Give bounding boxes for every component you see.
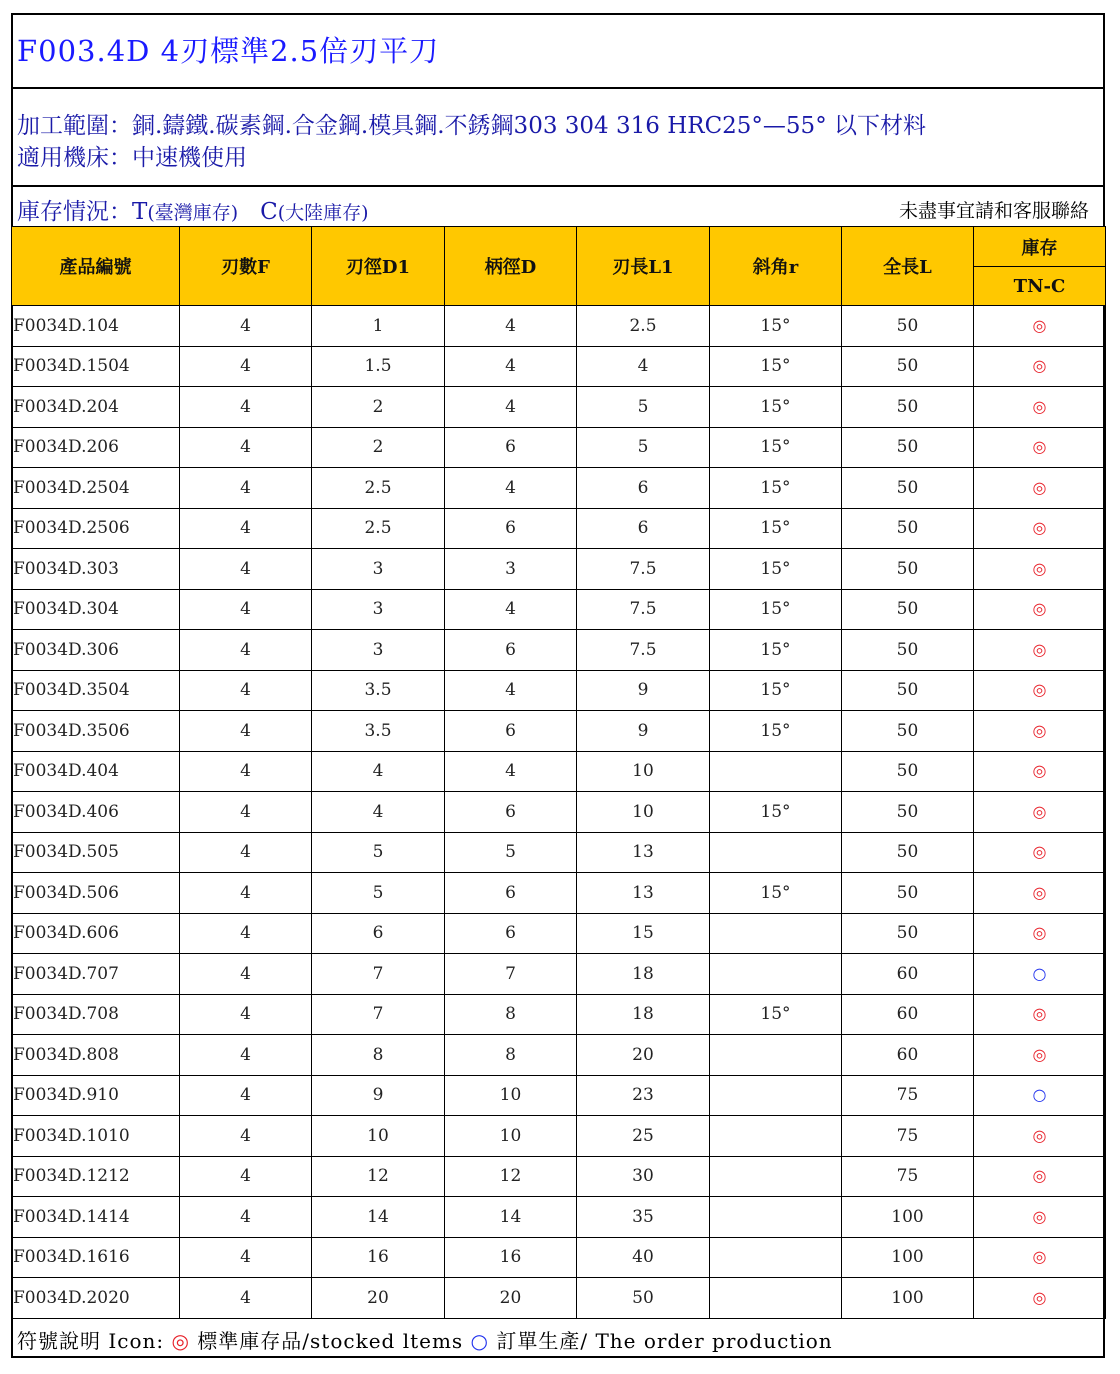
flute-length-cell: 7.5 — [577, 630, 710, 671]
shank-diameter-cell: 16 — [445, 1237, 577, 1278]
product-code-cell: F0034D.204 — [12, 387, 180, 428]
shank-diameter-cell: 10 — [445, 1116, 577, 1157]
header-cutting-diameter: 刃徑D1 — [312, 227, 445, 306]
product-code-cell: F0034D.1414 — [12, 1197, 180, 1238]
flutes-cell: 4 — [180, 427, 312, 468]
header-stock: 庫存 — [974, 227, 1106, 267]
shank-diameter-cell: 6 — [445, 711, 577, 752]
table-row — [12, 468, 1106, 509]
flutes-cell: 4 — [180, 1197, 312, 1238]
flute-length-cell: 7.5 — [577, 549, 710, 590]
shank-diameter-cell: 4 — [445, 468, 577, 509]
overall-length-cell: 50 — [842, 751, 974, 792]
flute-length-cell: 40 — [577, 1237, 710, 1278]
angle-cell: 15° — [710, 994, 842, 1035]
angle-cell — [710, 1278, 842, 1319]
stocked-symbol-icon: ◎ — [1032, 1166, 1047, 1186]
product-code-cell: F0034D.3504 — [12, 670, 180, 711]
stock-label: 庫存情況： — [17, 199, 132, 225]
overall-length-cell: 60 — [842, 954, 974, 995]
flutes-cell: 4 — [180, 630, 312, 671]
stock-status-cell — [974, 1116, 1106, 1157]
angle-cell: 15° — [710, 873, 842, 914]
flutes-cell: 4 — [180, 670, 312, 711]
overall-length-cell: 50 — [842, 468, 974, 509]
shank-diameter-cell: 12 — [445, 1156, 577, 1197]
stocked-symbol-icon: ◎ — [1032, 882, 1047, 902]
product-code-cell: F0034D.406 — [12, 792, 180, 833]
stocked-symbol-icon: ◎ — [1032, 518, 1047, 538]
product-table — [11, 226, 1106, 1319]
product-code-cell: F0034D.808 — [12, 1035, 180, 1076]
flute-length-cell: 13 — [577, 832, 710, 873]
table-row — [12, 1075, 1106, 1116]
overall-length-cell: 50 — [842, 508, 974, 549]
product-code-cell: F0034D.707 — [12, 954, 180, 995]
application-section — [13, 89, 1103, 187]
cutting-diameter-cell: 10 — [312, 1116, 445, 1157]
stocked-symbol-icon: ◎ — [1032, 356, 1047, 376]
cutting-diameter-cell: 12 — [312, 1156, 445, 1197]
table-row — [12, 508, 1106, 549]
cutting-diameter-cell: 5 — [312, 832, 445, 873]
product-code-cell: F0034D.404 — [12, 751, 180, 792]
symbol-legend — [17, 1325, 833, 1354]
stock-status-cell — [974, 1197, 1106, 1238]
cutting-diameter-cell: 3.5 — [312, 711, 445, 752]
stock-info-section — [13, 187, 1103, 228]
cutting-diameter-cell: 3 — [312, 549, 445, 590]
angle-cell — [710, 1035, 842, 1076]
flutes-cell: 4 — [180, 1075, 312, 1116]
table-row — [12, 670, 1106, 711]
cutting-diameter-cell: 16 — [312, 1237, 445, 1278]
stock-status-cell — [974, 508, 1106, 549]
stock-status-cell — [974, 873, 1106, 914]
overall-length-cell: 50 — [842, 630, 974, 671]
shank-diameter-cell: 4 — [445, 346, 577, 387]
stocked-symbol-icon: ◎ — [1032, 437, 1047, 457]
cutting-diameter-cell: 8 — [312, 1035, 445, 1076]
cutting-diameter-cell: 2.5 — [312, 468, 445, 509]
angle-cell — [710, 832, 842, 873]
header-code: 產品編號 — [12, 227, 180, 306]
header-flutes: 刃數F — [180, 227, 312, 306]
stocked-symbol-icon: ◎ — [1032, 639, 1047, 659]
header-flute-length: 刃長L1 — [577, 227, 710, 306]
flutes-cell: 4 — [180, 346, 312, 387]
product-code-cell: F0034D.2506 — [12, 508, 180, 549]
stock-status-cell — [974, 832, 1106, 873]
cutting-diameter-cell: 9 — [312, 1075, 445, 1116]
legend-prefix: 符號說明 Icon: — [17, 1329, 172, 1353]
flutes-cell: 4 — [180, 711, 312, 752]
cutting-diameter-cell: 2.5 — [312, 508, 445, 549]
stock-status-cell — [974, 306, 1106, 347]
flute-length-cell: 15 — [577, 913, 710, 954]
angle-cell — [710, 954, 842, 995]
stock-status-cell — [974, 468, 1106, 509]
product-code-cell: F0034D.3506 — [12, 711, 180, 752]
flute-length-cell: 9 — [577, 670, 710, 711]
stocked-symbol-icon: ◎ — [1032, 599, 1047, 619]
cutting-diameter-cell: 2 — [312, 387, 445, 428]
order-symbol-icon: ○ — [1032, 1085, 1047, 1105]
flute-length-cell: 9 — [577, 711, 710, 752]
overall-length-cell: 100 — [842, 1237, 974, 1278]
flutes-cell: 4 — [180, 1035, 312, 1076]
stocked-symbol-icon: ◎ — [1032, 315, 1047, 335]
table-row — [12, 1116, 1106, 1157]
shank-diameter-cell: 6 — [445, 427, 577, 468]
flutes-cell: 4 — [180, 589, 312, 630]
stock-t-letter: T — [132, 199, 148, 225]
angle-cell: 15° — [710, 387, 842, 428]
cutting-diameter-cell: 7 — [312, 954, 445, 995]
header-overall-length: 全長L — [842, 227, 974, 306]
flute-length-cell: 25 — [577, 1116, 710, 1157]
flutes-cell: 4 — [180, 387, 312, 428]
angle-cell: 15° — [710, 427, 842, 468]
cutting-diameter-cell: 4 — [312, 792, 445, 833]
overall-length-cell: 50 — [842, 589, 974, 630]
table-header-row — [12, 227, 1106, 267]
stocked-symbol-icon: ◎ — [1032, 761, 1047, 781]
stocked-symbol-icon: ◎ — [1032, 477, 1047, 497]
flutes-cell: 4 — [180, 549, 312, 590]
shank-diameter-cell: 4 — [445, 670, 577, 711]
shank-diameter-cell: 6 — [445, 630, 577, 671]
shank-diameter-cell: 20 — [445, 1278, 577, 1319]
product-code-cell: F0034D.2504 — [12, 468, 180, 509]
cutting-diameter-cell: 5 — [312, 873, 445, 914]
flutes-cell: 4 — [180, 913, 312, 954]
table-row — [12, 387, 1106, 428]
cutting-diameter-cell: 3 — [312, 630, 445, 671]
flute-length-cell: 13 — [577, 873, 710, 914]
angle-cell — [710, 1116, 842, 1157]
angle-cell — [710, 913, 842, 954]
flute-length-cell: 18 — [577, 954, 710, 995]
stock-t-text: (臺灣庫存) — [147, 202, 239, 224]
table-row — [12, 346, 1106, 387]
angle-cell — [710, 1237, 842, 1278]
shank-diameter-cell: 7 — [445, 954, 577, 995]
angle-cell: 15° — [710, 630, 842, 671]
header-stock-sub: TN-C — [974, 267, 1106, 306]
stock-status-cell — [974, 346, 1106, 387]
cutting-diameter-cell: 7 — [312, 994, 445, 1035]
stocked-symbol-icon: ◎ — [1032, 1044, 1047, 1064]
page-title: F003.4D 4刃標準2.5倍刃平刀 — [17, 34, 440, 68]
flute-length-cell: 30 — [577, 1156, 710, 1197]
table-row — [12, 1035, 1106, 1076]
flutes-cell: 4 — [180, 832, 312, 873]
flute-length-cell: 6 — [577, 508, 710, 549]
flutes-cell: 4 — [180, 1237, 312, 1278]
product-code-cell: F0034D.910 — [12, 1075, 180, 1116]
stocked-symbol-icon: ◎ — [1032, 923, 1047, 943]
flutes-cell: 4 — [180, 1278, 312, 1319]
overall-length-cell: 50 — [842, 346, 974, 387]
angle-cell — [710, 1075, 842, 1116]
overall-length-cell: 60 — [842, 994, 974, 1035]
cutting-diameter-cell: 2 — [312, 427, 445, 468]
table-row — [12, 994, 1106, 1035]
stock-status-cell — [974, 751, 1106, 792]
angle-cell: 15° — [710, 549, 842, 590]
stock-c-text: (大陸庫存) — [277, 202, 369, 224]
legend-order-text: 訂單生產/ The order production — [489, 1329, 833, 1353]
stock-status-cell — [974, 913, 1106, 954]
stocked-symbol-icon: ◎ — [1032, 1247, 1047, 1267]
flute-length-cell: 5 — [577, 387, 710, 428]
angle-cell — [710, 1156, 842, 1197]
table-row — [12, 549, 1106, 590]
product-code-cell: F0034D.1212 — [12, 1156, 180, 1197]
flute-length-cell: 4 — [577, 346, 710, 387]
cutting-diameter-cell: 20 — [312, 1278, 445, 1319]
shank-diameter-cell: 4 — [445, 387, 577, 428]
angle-cell: 15° — [710, 792, 842, 833]
flutes-cell: 4 — [180, 954, 312, 995]
product-code-cell: F0034D.1010 — [12, 1116, 180, 1157]
angle-cell: 15° — [710, 670, 842, 711]
table-row — [12, 1278, 1106, 1319]
table-row — [12, 873, 1106, 914]
product-code-cell: F0034D.606 — [12, 913, 180, 954]
flutes-cell: 4 — [180, 873, 312, 914]
cutting-diameter-cell: 3 — [312, 589, 445, 630]
table-row — [12, 1237, 1106, 1278]
angle-cell — [710, 751, 842, 792]
overall-length-cell: 50 — [842, 387, 974, 428]
table-row — [12, 1156, 1106, 1197]
stocked-symbol-icon: ◎ — [1032, 680, 1047, 700]
overall-length-cell: 100 — [842, 1197, 974, 1238]
stocked-symbol-icon: ◎ — [1032, 720, 1047, 740]
stocked-symbol-icon: ◎ — [1032, 1206, 1047, 1226]
overall-length-cell: 75 — [842, 1156, 974, 1197]
flutes-cell: 4 — [180, 306, 312, 347]
product-code-cell: F0034D.505 — [12, 832, 180, 873]
flutes-cell: 4 — [180, 468, 312, 509]
shank-diameter-cell: 8 — [445, 994, 577, 1035]
overall-length-cell: 50 — [842, 670, 974, 711]
stock-status-cell — [974, 994, 1106, 1035]
cutting-diameter-cell: 1 — [312, 306, 445, 347]
stock-status-cell — [974, 1035, 1106, 1076]
header-angle: 斜角r — [710, 227, 842, 306]
angle-cell: 15° — [710, 468, 842, 509]
overall-length-cell: 50 — [842, 306, 974, 347]
table-row — [12, 630, 1106, 671]
shank-diameter-cell: 4 — [445, 751, 577, 792]
flutes-cell: 4 — [180, 792, 312, 833]
flute-length-cell: 20 — [577, 1035, 710, 1076]
product-code-cell: F0034D.1504 — [12, 346, 180, 387]
flutes-cell: 4 — [180, 1156, 312, 1197]
stock-status-cell — [974, 387, 1106, 428]
stocked-symbol-icon: ◎ — [1032, 396, 1047, 416]
header-shank-diameter: 柄徑D — [445, 227, 577, 306]
shank-diameter-cell: 6 — [445, 873, 577, 914]
shank-diameter-cell: 10 — [445, 1075, 577, 1116]
product-code-cell: F0034D.104 — [12, 306, 180, 347]
overall-length-cell: 50 — [842, 549, 974, 590]
overall-length-cell: 50 — [842, 427, 974, 468]
angle-cell: 15° — [710, 711, 842, 752]
overall-length-cell: 50 — [842, 873, 974, 914]
flute-length-cell: 35 — [577, 1197, 710, 1238]
flute-length-cell: 18 — [577, 994, 710, 1035]
table-row — [12, 427, 1106, 468]
stocked-symbol-icon: ◎ — [1032, 558, 1047, 578]
overall-length-cell: 50 — [842, 792, 974, 833]
flute-length-cell: 10 — [577, 751, 710, 792]
angle-cell: 15° — [710, 508, 842, 549]
stock-status-cell — [974, 1278, 1106, 1319]
flute-length-cell: 10 — [577, 792, 710, 833]
product-code-cell: F0034D.303 — [12, 549, 180, 590]
stocked-symbol-icon: ◎ — [1032, 1004, 1047, 1024]
overall-length-cell: 60 — [842, 1035, 974, 1076]
table-row — [12, 913, 1106, 954]
cutting-diameter-cell: 6 — [312, 913, 445, 954]
cutting-diameter-cell: 3.5 — [312, 670, 445, 711]
overall-length-cell: 50 — [842, 832, 974, 873]
stock-status-cell — [974, 589, 1106, 630]
stock-status-cell — [974, 1156, 1106, 1197]
stock-status-cell — [974, 549, 1106, 590]
stock-status-cell — [974, 1237, 1106, 1278]
shank-diameter-cell: 14 — [445, 1197, 577, 1238]
stock-status-cell — [974, 711, 1106, 752]
legend-stocked-text: 標準庫存品/stocked ltems — [189, 1329, 471, 1353]
stocked-symbol-icon: ◎ — [1032, 801, 1047, 821]
contact-note: 未盡事宜請和客服聯絡 — [898, 200, 1089, 222]
shank-diameter-cell: 5 — [445, 832, 577, 873]
product-code-cell: F0034D.304 — [12, 589, 180, 630]
stocked-symbol-icon: ◎ — [1032, 1125, 1047, 1145]
table-row — [12, 306, 1106, 347]
table-row — [12, 832, 1106, 873]
table-row — [12, 711, 1106, 752]
product-code-cell: F0034D.708 — [12, 994, 180, 1035]
product-code-cell: F0034D.506 — [12, 873, 180, 914]
cutting-diameter-cell: 4 — [312, 751, 445, 792]
title-section — [13, 15, 1103, 89]
shank-diameter-cell: 8 — [445, 1035, 577, 1076]
table-row — [12, 589, 1106, 630]
stock-legend — [17, 193, 369, 226]
flutes-cell: 4 — [180, 994, 312, 1035]
angle-cell: 15° — [710, 346, 842, 387]
flutes-cell: 4 — [180, 508, 312, 549]
catalog-sheet — [11, 13, 1105, 1358]
stock-status-cell — [974, 630, 1106, 671]
stock-status-cell — [974, 427, 1106, 468]
shank-diameter-cell: 4 — [445, 306, 577, 347]
product-code-cell: F0034D.2020 — [12, 1278, 180, 1319]
product-code-cell: F0034D.1616 — [12, 1237, 180, 1278]
machining-range-text: 加工範圍：銅.鑄鐵.碳素鋼.合金鋼.模具鋼.不銹鋼303 304 316 HRC25°—55° 以下材料 — [17, 113, 927, 139]
overall-length-cell: 50 — [842, 711, 974, 752]
shank-diameter-cell: 4 — [445, 589, 577, 630]
machine-type-text: 適用機床：中速機使用 — [17, 145, 247, 171]
stock-status-cell — [974, 670, 1106, 711]
flute-length-cell: 2.5 — [577, 306, 710, 347]
angle-cell: 15° — [710, 589, 842, 630]
angle-cell: 15° — [710, 306, 842, 347]
stock-status-cell — [974, 1075, 1106, 1116]
overall-length-cell: 100 — [842, 1278, 974, 1319]
shank-diameter-cell: 6 — [445, 792, 577, 833]
cutting-diameter-cell: 14 — [312, 1197, 445, 1238]
table-row — [12, 792, 1106, 833]
flute-length-cell: 7.5 — [577, 589, 710, 630]
shank-diameter-cell: 6 — [445, 913, 577, 954]
table-row — [12, 954, 1106, 995]
flutes-cell: 4 — [180, 751, 312, 792]
flute-length-cell: 23 — [577, 1075, 710, 1116]
stock-status-cell — [974, 954, 1106, 995]
stocked-symbol-icon: ◎ — [1032, 842, 1047, 862]
flute-length-cell: 6 — [577, 468, 710, 509]
table-row — [12, 1197, 1106, 1238]
overall-length-cell: 75 — [842, 1075, 974, 1116]
stocked-symbol-icon: ◎ — [171, 1329, 190, 1353]
angle-cell — [710, 1197, 842, 1238]
cutting-diameter-cell: 1.5 — [312, 346, 445, 387]
flute-length-cell: 5 — [577, 427, 710, 468]
stock-c-letter: C — [260, 199, 278, 225]
stocked-symbol-icon: ◎ — [1032, 1287, 1047, 1307]
flute-length-cell: 50 — [577, 1278, 710, 1319]
overall-length-cell: 50 — [842, 913, 974, 954]
table-row — [12, 751, 1106, 792]
order-symbol-icon: ○ — [1032, 963, 1047, 983]
order-symbol-icon: ○ — [470, 1329, 489, 1353]
product-code-cell: F0034D.206 — [12, 427, 180, 468]
product-code-cell: F0034D.306 — [12, 630, 180, 671]
overall-length-cell: 75 — [842, 1116, 974, 1157]
stock-status-cell — [974, 792, 1106, 833]
shank-diameter-cell: 3 — [445, 549, 577, 590]
flutes-cell: 4 — [180, 1116, 312, 1157]
shank-diameter-cell: 6 — [445, 508, 577, 549]
